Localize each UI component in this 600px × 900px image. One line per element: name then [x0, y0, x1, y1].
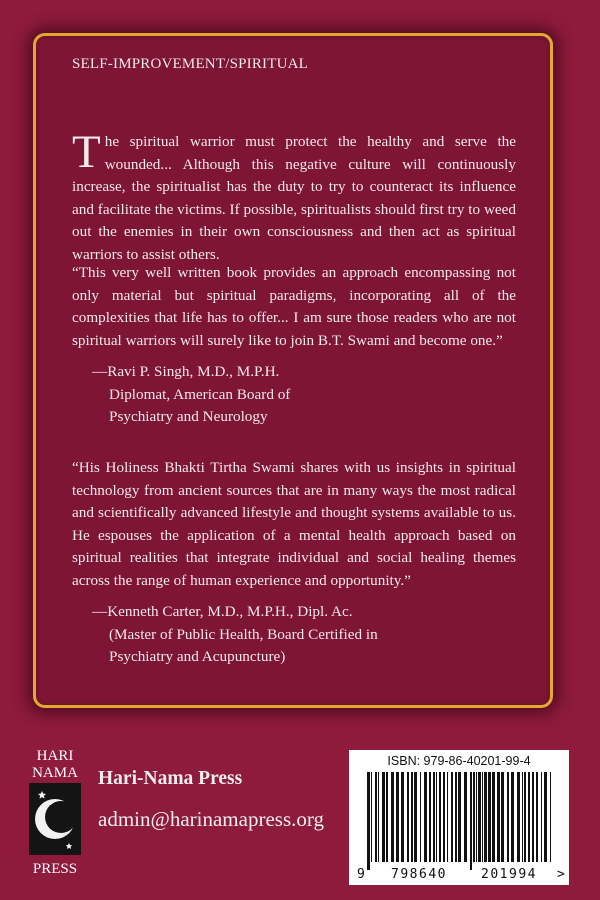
barcode-bar [439, 772, 441, 862]
barcode-bar [524, 772, 526, 862]
barcode-bar [382, 772, 385, 862]
barcode-bar [443, 772, 445, 862]
barcode-bar [396, 772, 399, 862]
barcode-bar [550, 772, 551, 862]
barcode-bar [411, 772, 413, 862]
drop-cap: T [72, 126, 101, 178]
intro-paragraph [72, 126, 516, 267]
barcode-bar [528, 772, 530, 862]
logo-text-top: HARI [36, 748, 74, 764]
barcode-bar [458, 772, 461, 862]
publisher-email: admin@harinamapress.org [98, 807, 324, 831]
publisher-name: Hari-Nama Press [98, 768, 243, 789]
back-cover-frame [33, 33, 553, 708]
barcode-bar [375, 772, 377, 862]
barcode-bar [507, 772, 509, 862]
barcode-bar [464, 772, 467, 862]
testimonial-attribution-1 [92, 361, 512, 429]
testimonial-attribution-2 [92, 601, 512, 669]
barcode-bar [455, 772, 457, 862]
attribution-author: —Kenneth Carter, M.D., M.P.H., Dipl. Ac. [92, 603, 353, 620]
logo-text-middle: NAMA [32, 765, 78, 781]
barcode-bar [386, 772, 388, 862]
intro-text: he spiritual warrior must protect the healthy and serve the wounded... Although this negative culture will continuously increase, the spiritualist has the duty to try to counteract its influence and facilitate the victims. If possible, spiritualists should first try to weed out the enemies in their own consciousness and then act as spiritual warriors to assist others. [72, 133, 516, 263]
barcode-bar [429, 772, 431, 862]
barcode-bar [447, 772, 448, 862]
barcode-bar [436, 772, 437, 862]
attribution-author: —Ravi P. Singh, M.D., M.P.H. [92, 363, 280, 380]
logo-text-bottom: PRESS [32, 861, 78, 877]
barcode-digit-first: 9 [357, 867, 365, 882]
attribution-title-line: Diplomat, American Board of [109, 385, 291, 403]
barcode-bar [501, 772, 504, 862]
barcode-bars [367, 772, 551, 870]
barcode-bar [451, 772, 453, 862]
barcode-bar [478, 772, 481, 862]
barcode-bar [391, 772, 394, 862]
barcode-bar [488, 772, 491, 862]
barcode-arrow: > [557, 867, 565, 882]
barcode-bar [401, 772, 404, 862]
barcode-bar [420, 772, 421, 862]
barcode-bar [541, 772, 542, 862]
barcode-digits-right: 201994 [481, 867, 537, 882]
barcode-bar [378, 772, 379, 862]
barcode-bar [492, 772, 495, 862]
barcode-bar [424, 772, 427, 862]
barcode-bar [476, 772, 477, 862]
category-label: SELF-IMPROVEMENT/SPIRITUAL [72, 56, 309, 72]
barcode-bar [511, 772, 514, 862]
barcode-bar [544, 772, 547, 862]
barcode-bar [371, 772, 372, 862]
attribution-title-line: Psychiatry and Neurology [109, 408, 268, 426]
barcode-bar [536, 772, 538, 862]
publisher-logo [28, 745, 82, 879]
isbn-label: ISBN: 979-86-40201-99-4 [387, 754, 531, 768]
barcode-bar [517, 772, 520, 862]
testimonial-quote-1: “This very well written book provides an approach encompassing not only material but spiritual paradigms, incorporating all of the complexities that life has to offer... I am sure those readers who are not spiritual warriors will surely like to join B.T. Swami and become one.” [72, 264, 516, 349]
barcode-digits-left: 798640 [391, 867, 447, 882]
attribution-title-line: Psychiatry and Acupuncture) [109, 648, 286, 666]
logo-moon-shadow [45, 801, 77, 833]
barcode-panel [349, 750, 569, 885]
barcode-bar [497, 772, 500, 862]
barcode-bar [414, 772, 417, 862]
barcode-bar [482, 772, 483, 862]
barcode-bar [470, 772, 472, 870]
barcode-bar [433, 772, 435, 862]
barcode-bar [473, 772, 475, 862]
barcode-bar [367, 772, 370, 870]
barcode-bar [407, 772, 409, 862]
barcode-bar [522, 772, 523, 862]
testimonial-quote-2: “His Holiness Bhakti Tirtha Swami shares with us insights in spiritual technology from ancient sources that are in many ways the most radical and scientifically advanced lifestyle and thought systems available to us. He espouses the application of a mental health approach based on spiritual realities that integrate individual and social healing themes across the range of human experience and opportunity.” [72, 459, 516, 589]
barcode-bar [532, 772, 534, 862]
attribution-title-line: (Master of Public Health, Board Certified in [109, 625, 378, 643]
barcode-bar [484, 772, 487, 862]
barcode [349, 750, 569, 885]
